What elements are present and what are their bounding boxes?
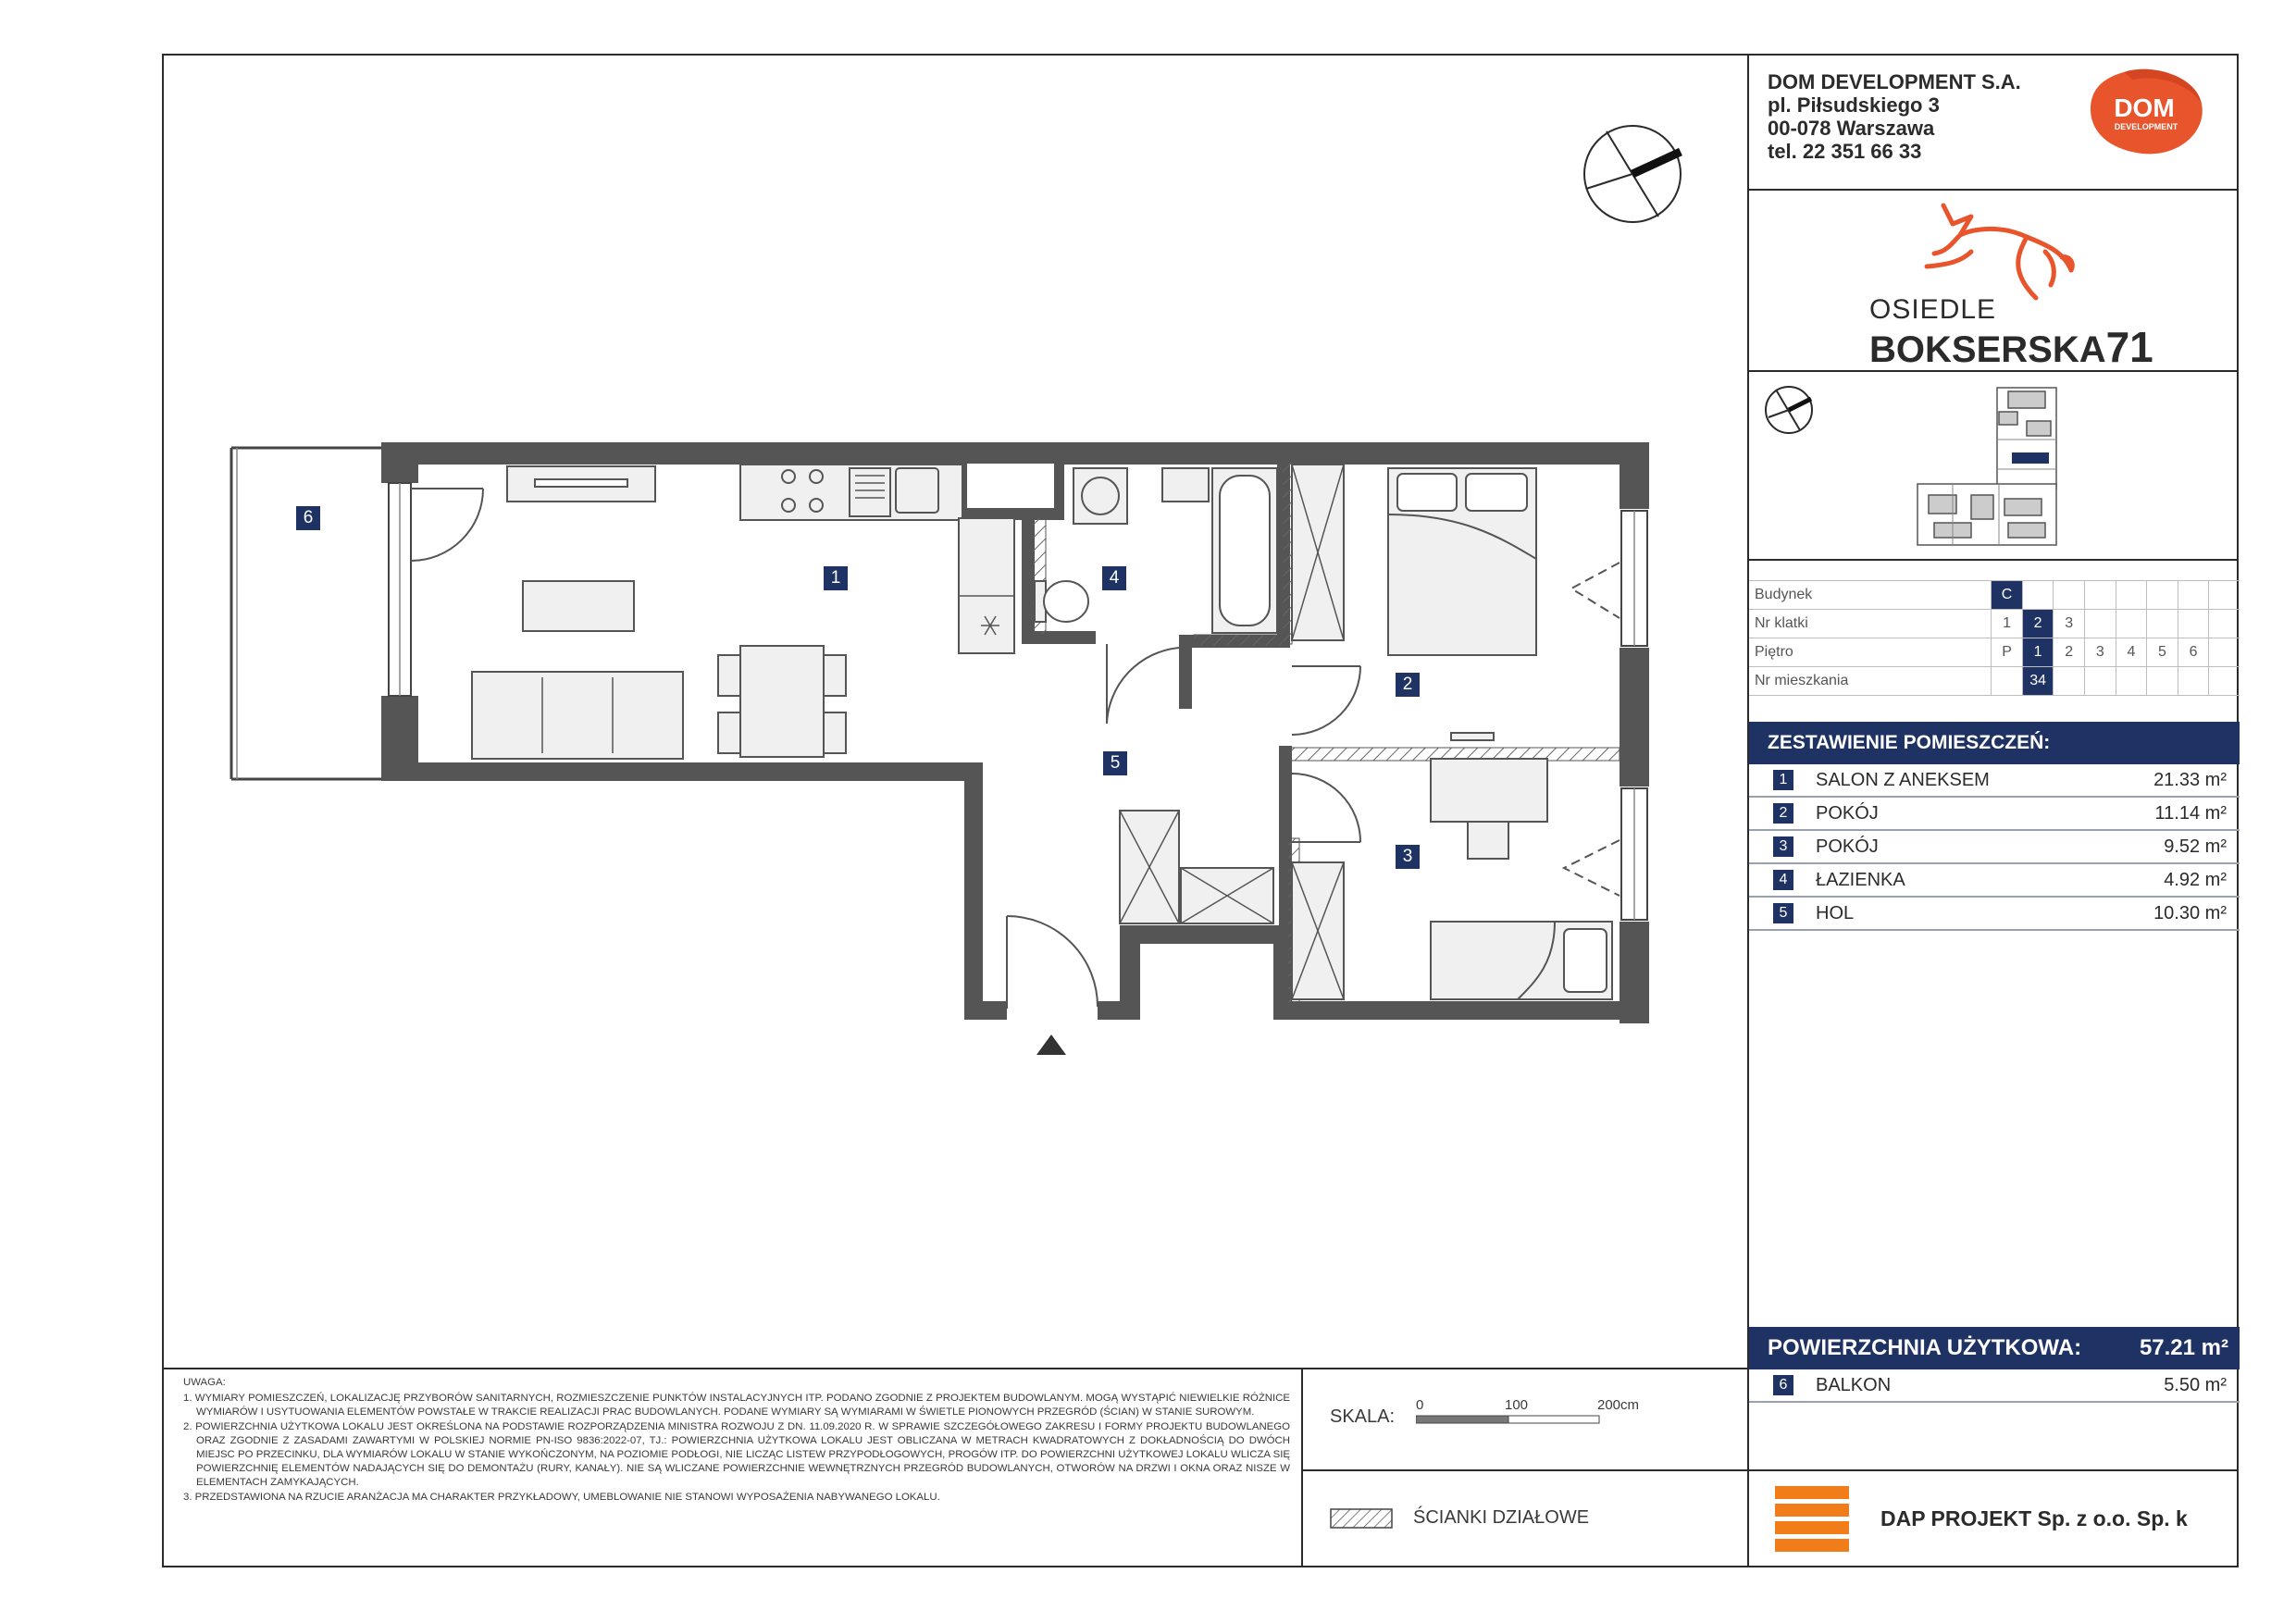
- room-number: 2: [1773, 803, 1793, 824]
- room-name: BALKON: [1816, 1375, 1892, 1395]
- company-name: DOM DEVELOPMENT S.A.: [1768, 70, 2021, 93]
- scale-tick-100: 100: [1505, 1397, 1529, 1413]
- divider-notes: [1301, 1368, 1303, 1567]
- total-value: 57.21 m²: [2139, 1335, 2228, 1360]
- room-name: SALON Z ANEKSEM: [1816, 770, 1990, 790]
- scale-label: SKALA:: [1330, 1406, 1396, 1427]
- room-number: 5: [1773, 903, 1793, 923]
- rooms-header: ZESTAWIENIE POMIESZCZEŃ:: [1749, 722, 2240, 764]
- dap-projekt-logo: [1775, 1486, 1849, 1553]
- staircase-row: [1749, 610, 2240, 638]
- company-address: [1768, 70, 2021, 163]
- room-area: 10.30 m²: [2153, 903, 2227, 923]
- room-name: POKÓJ: [1816, 836, 1879, 857]
- apartment-label: Nr mieszkania: [1749, 667, 1992, 696]
- apartment-info-table: [1749, 580, 2240, 696]
- plan-label-6: 6: [296, 506, 320, 530]
- floor-option: 6: [2178, 638, 2209, 667]
- divider-company: [1747, 189, 2239, 191]
- floor-option: 3: [2085, 638, 2116, 667]
- keyplan-compass-icon: [1763, 384, 1815, 436]
- plan-label-5: 5: [1103, 751, 1127, 775]
- scale-bar: [1416, 1414, 1601, 1427]
- room-number: 1: [1773, 770, 1793, 790]
- room-area: 4.92 m²: [2164, 870, 2227, 890]
- designer-name: DAP PROJEKT Sp. z o.o. Sp. k: [1880, 1506, 2188, 1530]
- logo-text-sub: DEVELOPMENT: [2114, 122, 2178, 131]
- building-row: [1749, 581, 2240, 610]
- legend-label: ŚCIANKI DZIAŁOWE: [1413, 1507, 1590, 1528]
- building-label: Budynek: [1749, 581, 1992, 610]
- bed-room-2: [1388, 468, 1536, 740]
- note-item: 3. PRZEDSTAWIONA NA RZUCIE ARANŻACJA MA CHARAKTER PRZYKŁADOWY, UMEBLOWANIE NIE STANOWI WYPOSAŻENIA NABYWANEGO LOKALU.: [183, 1491, 940, 1503]
- bed-room-3: [1431, 759, 1612, 999]
- project-name-line1: OSIEDLE: [1869, 294, 1997, 325]
- room-name: HOL: [1816, 903, 1855, 923]
- floor-label: Piętro: [1749, 638, 1992, 667]
- scale-tick-0: 0: [1416, 1397, 1424, 1413]
- apartment-value: 34: [2022, 667, 2054, 696]
- room-name: ŁAZIENKA: [1816, 870, 1905, 890]
- room-area: 9.52 m²: [2164, 836, 2227, 857]
- entrance-arrow-icon: [1036, 1035, 1066, 1055]
- total-usable-area: [1749, 1327, 2240, 1369]
- company-phone: tel. 22 351 66 33: [1768, 140, 1922, 163]
- room-number: 4: [1773, 870, 1793, 890]
- company-city: 00-078 Warszawa: [1768, 117, 1935, 140]
- apartment-row: [1749, 667, 2240, 696]
- plan-label-1: 1: [824, 566, 848, 590]
- partition-hatch-icon: [1330, 1508, 1393, 1529]
- floor-option: P: [1992, 638, 2023, 667]
- note-item: 1. WYMIARY POMIESZCZEŃ, LOKALIZACJĘ PRZYBORÓW SANITARNYCH, ROZMIESZCZENIE PUNKTÓW INSTALACYJNYCH ITP. PODANO ZGODNIE Z PROJEKTEM BUDOWLANYM. MOGĄ WYSTĄPIĆ NIEWIELKIE RÓŻNICE WYMIARÓW I USYTUOWANIA ELEMENTÓW POWSTAŁE W TRAKCIE REALIZACJI PRAC BUDOWLANYCH. PODANE WYMIARY SĄ WYMIARAMI W ŚWIETLE PIONOWYCH PRZEGRÓD (ŚCIAN) W STANIE SUROWYM.: [183, 1393, 1290, 1419]
- divider-scale: [1301, 1469, 2239, 1471]
- project-name-line2: [1869, 322, 2153, 372]
- notes-title: UWAGA:: [183, 1377, 226, 1388]
- room-row: [1749, 898, 2240, 931]
- staircase-option: 3: [2054, 610, 2085, 638]
- room-row: [1749, 798, 2240, 831]
- bathroom-fixtures: [1035, 468, 1277, 633]
- keyplan-building-icon: [1916, 384, 2082, 551]
- room-area: 11.14 m²: [2154, 803, 2227, 824]
- logo-text-main: DOM: [2114, 93, 2175, 122]
- company-street: pl. Piłsudskiego 3: [1768, 93, 1940, 117]
- room-row: [1749, 764, 2240, 798]
- living-furniture: [472, 581, 846, 759]
- room-area: 5.50 m²: [2164, 1375, 2227, 1395]
- building-value: C: [1992, 581, 2023, 610]
- room-row: [1749, 864, 2240, 898]
- staircase-label: Nr klatki: [1749, 610, 1992, 638]
- project-number: 71: [2105, 323, 2153, 371]
- divider-keyplan: [1747, 559, 2239, 561]
- divider-bottom: [162, 1368, 1748, 1369]
- scale-tick-200: 200cm: [1597, 1397, 1640, 1413]
- note-item: 2. POWIERZCHNIA UŻYTKOWA LOKALU JEST OKREŚLONA NA PODSTAWIE ROZPORZĄDZENIA MINISTRA ROZWOJU Z DN. 11.09.2020 R. W SPRAWIE SZCZEGÓŁOWEGO ZAKRESU I FORMY PROJEKTU BUDOWLANEGO ORAZ ZGODNIE Z ZASADAMI ZAWARTYMI W POLSKIEJ NORMIE PN-ISO 9836:2022-07, TJ.: POWIERZCHNIA UŻYTKOWA LOKALU JEST OBLICZANA W METRACH KWADRATOWYCH Z DOKŁADNOŚCIĄ DO DWÓCH MIEJSC PO PRZECINKU, DLA WYMIARÓW LOKALU W STANIE WYKOŃCZONYM, NA POZIOMIE PODŁOGI, NIE LICZĄC LISTEW PRZYPODŁOGOWYCH, PROGÓW ITP. DO POWIERZCHNI UŻYTKOWEJ LOKALU WLICZA SIĘ POWIERZCHNIĘ ELEMENTÓW NADAJĄCYCH SIĘ DO DEMONTAŻU (RURY, KANAŁY). NIE SĄ WLICZANE POWIERZCHNIE WEWNĘTRZNYCH PRZEGRÓD BUDOWLANYCH, OTWORÓW NA DRZWI I OKNA ORAZ NISZE W ELEMENTACH ZAMYKAJĄCYCH.: [183, 1420, 1290, 1489]
- balcony-row: [1749, 1369, 2240, 1403]
- plan-label-2: 2: [1396, 673, 1420, 697]
- staircase-option: 1: [1992, 610, 2023, 638]
- dom-development-logo: [2087, 67, 2207, 159]
- compass-icon: [1579, 120, 1686, 228]
- floor-option-selected: 1: [2022, 638, 2054, 667]
- floor-option: 2: [2054, 638, 2085, 667]
- floor-plan: [222, 435, 1666, 1064]
- notes-block: [183, 1376, 1290, 1505]
- floor-option: 4: [2116, 638, 2147, 667]
- room-number: 3: [1773, 836, 1793, 857]
- staircase-option-selected: 2: [2022, 610, 2054, 638]
- floor-option: 5: [2147, 638, 2178, 667]
- room-name: POKÓJ: [1816, 803, 1879, 824]
- project-name-main: BOKSERSKA: [1869, 329, 2106, 370]
- plan-label-3: 3: [1396, 845, 1420, 869]
- plan-label-4: 4: [1102, 566, 1126, 590]
- room-number: 6: [1773, 1375, 1793, 1395]
- balcony: [231, 448, 381, 779]
- room-area: 21.33 m²: [2153, 770, 2227, 790]
- room-row: [1749, 831, 2240, 864]
- total-label: POWIERZCHNIA UŻYTKOWA:: [1768, 1335, 2082, 1360]
- floor-row: [1749, 638, 2240, 667]
